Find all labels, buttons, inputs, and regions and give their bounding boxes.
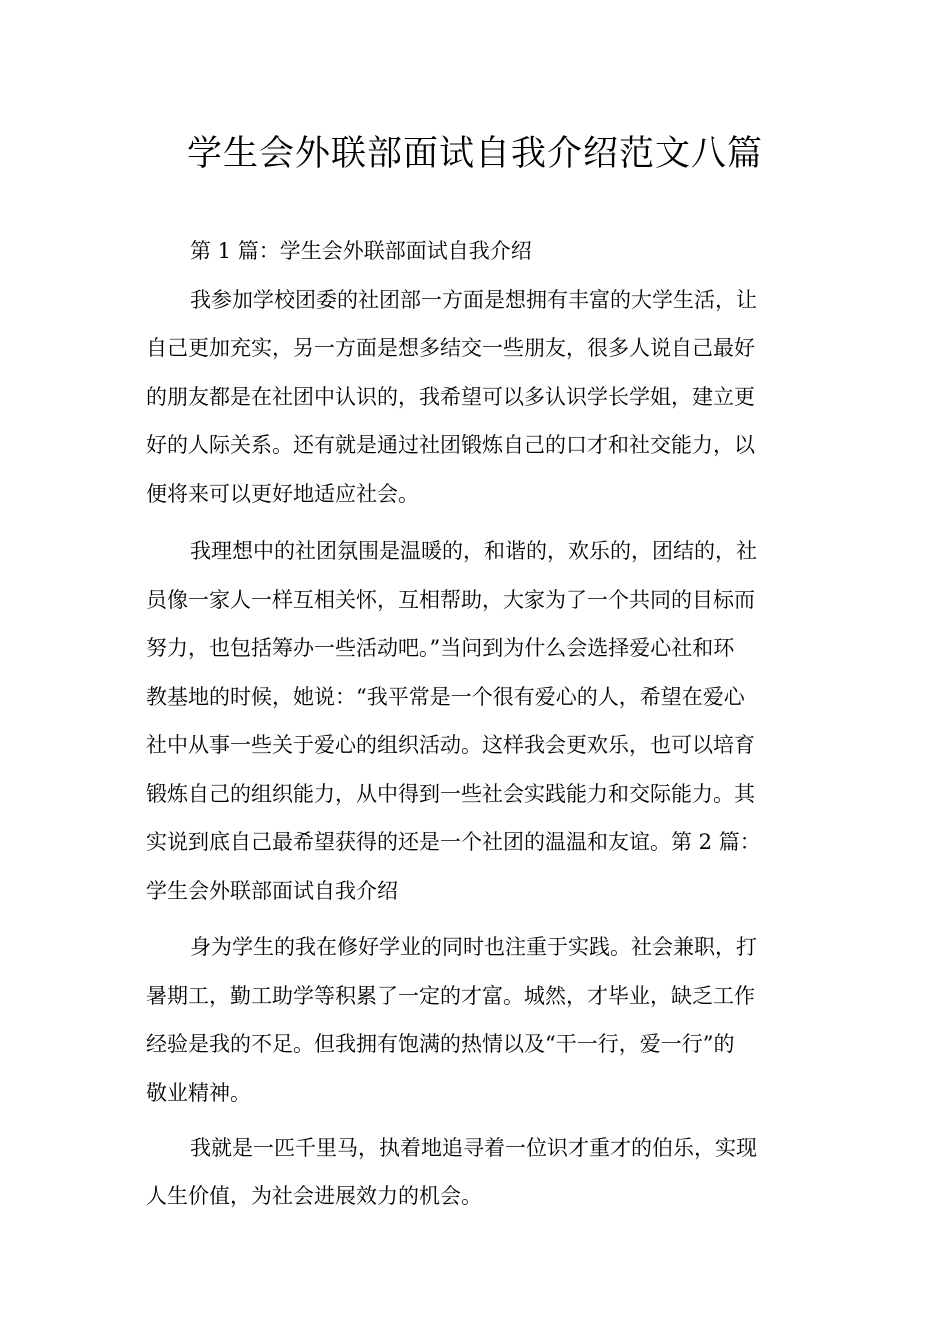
paragraph-line: 我参加学校团委的社团部一方面是想拥有丰富的大学生活，让 bbox=[190, 288, 757, 312]
paragraph-line: 我就是一匹千里马，执着地追寻着一位识才重才的伯乐，实现 bbox=[190, 1136, 757, 1160]
paragraph-line: 我理想中的社团氛围是温暖的，和谐的，欢乐的，团结的，社 bbox=[190, 539, 757, 563]
paragraph-line: 身为学生的我在修好学业的同时也注重于实践。社会兼职，打 bbox=[190, 935, 757, 959]
paragraph-line: 暑期工，勤工助学等积累了一定的才富。城然，才毕业，缺乏工作 bbox=[146, 984, 755, 1008]
document-title: 学生会外联部面试自我介绍范文八篇 bbox=[186, 134, 763, 174]
paragraph-line: 努力，也包括筹办一些活动吧。”当问到为什么会选择爱心社和环 bbox=[146, 636, 735, 660]
paragraph-line: 员像一家人一样互相关怀，互相帮助，大家为了一个共同的目标而 bbox=[146, 588, 755, 612]
paragraph-line: 经验是我的不足。但我拥有饱满的热情以及“干一行，爱一行”的 bbox=[146, 1032, 735, 1056]
paragraph-line: 人生价值，为社会进展效力的机会。 bbox=[146, 1184, 482, 1208]
paragraph-line: 自己更加充实，另一方面是想多结交一些朋友，很多人说自己最好 bbox=[146, 336, 755, 360]
paragraph-line: 的朋友都是在社团中认识的，我希望可以多认识学长学姐，建立更 bbox=[146, 385, 755, 409]
paragraph-line: 社中从事一些关于爱心的组织活动。这样我会更欢乐，也可以培育 bbox=[146, 733, 755, 757]
paragraph-line: 敬业精神。 bbox=[146, 1081, 251, 1105]
paragraph-line: 教基地的时候，她说：“我平常是一个很有爱心的人，希望在爱心 bbox=[146, 685, 745, 709]
paragraph-line: 好的人际关系。还有就是通过社团锻炼自己的口才和社交能力，以 bbox=[146, 433, 755, 457]
paragraph-line: 便将来可以更好地适应社会。 bbox=[146, 482, 419, 506]
section-heading-1: 第 1 篇：学生会外联部面试自我介绍 bbox=[190, 239, 532, 263]
paragraph-line: 锻炼自己的组织能力，从中得到一些社会实践能力和交际能力。其 bbox=[146, 782, 755, 806]
paragraph-line: 实说到底自己最希望获得的还是一个社团的温温和友谊。第 2 篇： bbox=[146, 830, 761, 854]
section-heading-2: 学生会外联部面试自我介绍 bbox=[146, 879, 398, 903]
